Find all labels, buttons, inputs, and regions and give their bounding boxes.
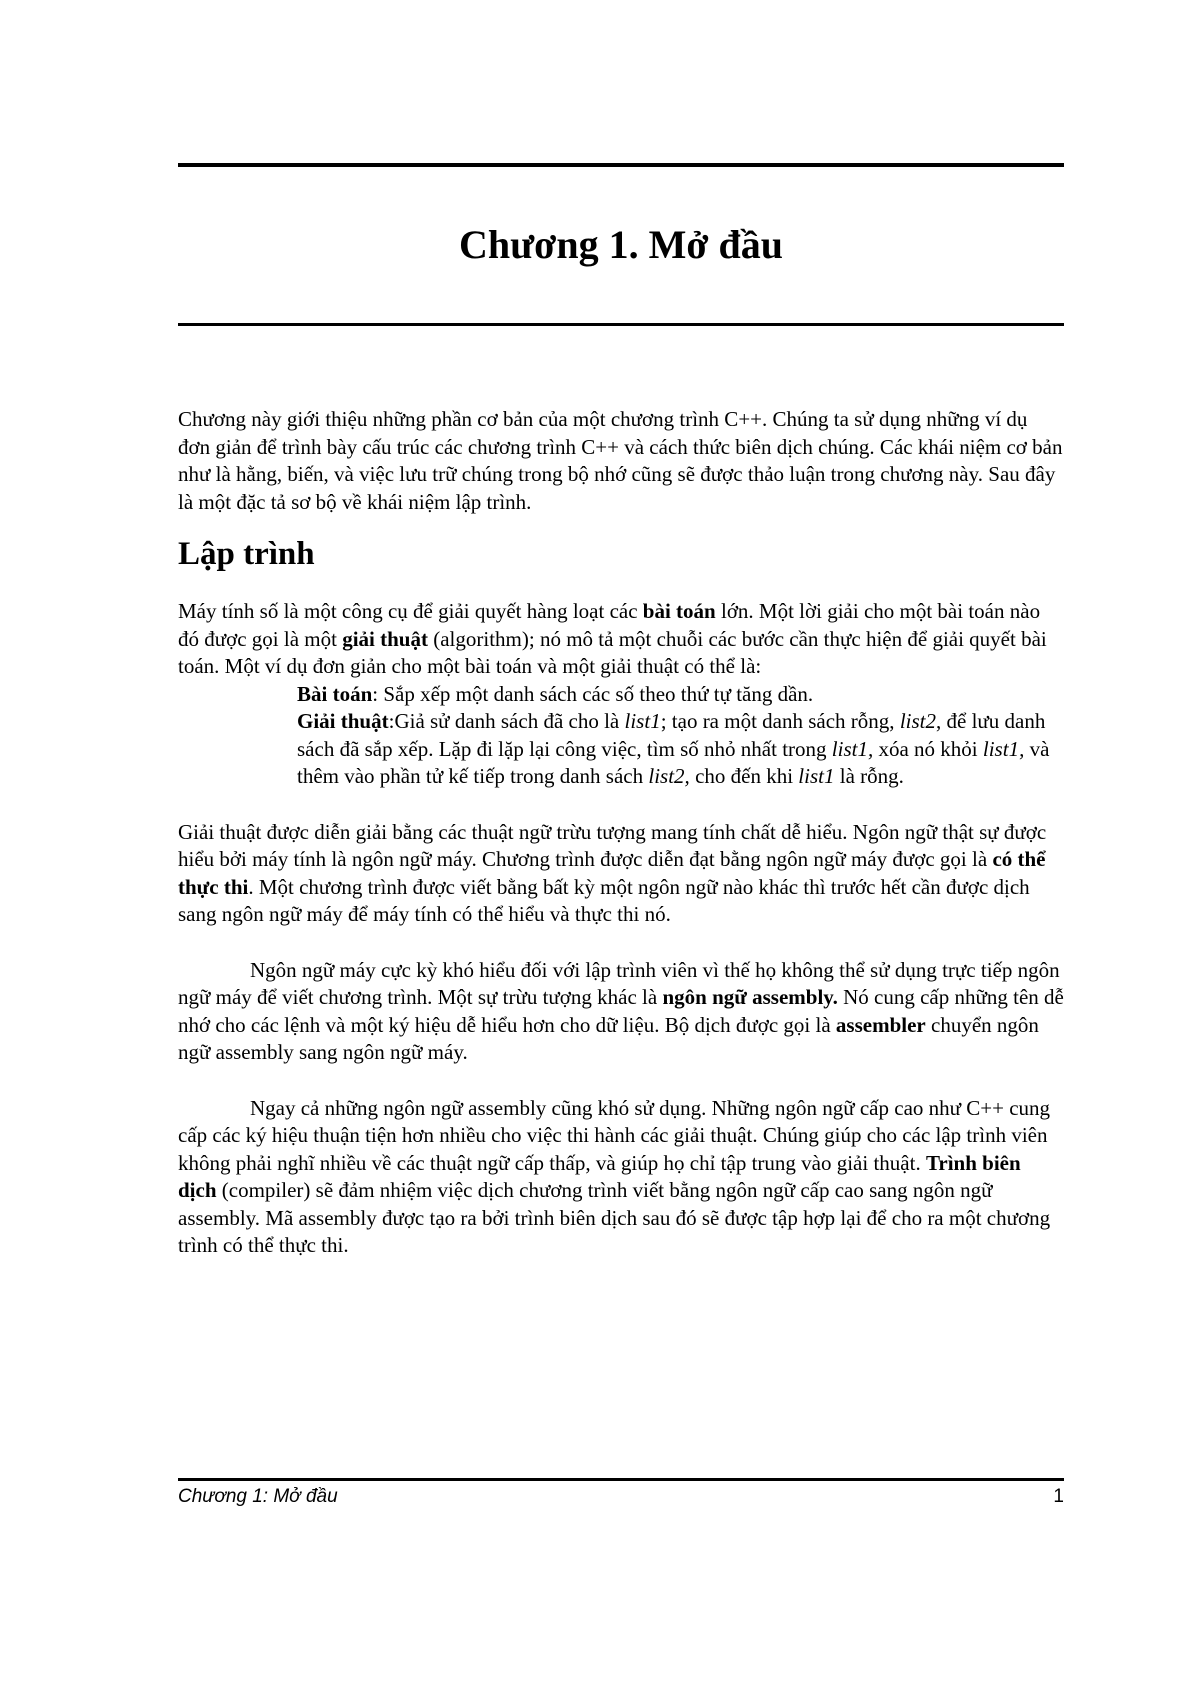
italic-term: list1, [982,736,1025,761]
text-run: Ngay cả những ngôn ngữ assembly cũng khó sử dụng. Những ngôn ngữ cấp cao như C++ cung cấp các ký hiệu thuận tiện hơn nhiều cho việc thi hành các giải thuật. Chúng giúp cho các lập trình viên không phải nghĩ nhiều về các thuật ngữ cấp thấp, và giúp họ chỉ tập trung vào giải thuật. [178,1095,1051,1175]
text-run: lớn. Một lời giải cho một bài toán nào đó được gọi là một [178,599,1041,651]
problem-label: Bài toán [297,681,373,706]
page-footer [178,1485,1064,1509]
paragraph-2 [178,819,1064,929]
page-number: 1 [1053,1486,1064,1507]
text-run: Giải thuật được diễn giải bằng các thuật ngữ trừu tượng mang tính chất dễ hiểu. Ngôn ngữ thật sự được hiểu bởi máy tính là ngôn ngữ máy. Chương trình được diễn đạt bằng ngôn ngữ máy được gọi là [178,819,1047,871]
bold-term: bài toán [642,599,716,623]
text-run: chuyển ngôn ngữ assembly sang ngôn ngữ máy. [178,1012,1039,1064]
text-run: xóa nó khỏi [873,736,983,761]
algorithm-statement [297,708,1064,791]
italic-term: list1 [798,764,835,788]
italic-term: list1 [624,709,661,733]
bold-term: giải thuật [342,626,428,651]
italic-term: list2 [899,709,936,733]
title-top-rule [178,163,1064,167]
footer-rule [178,1478,1064,1481]
italic-term: list2, [648,764,690,788]
text-run: (compiler) sẽ đảm nhiệm việc dịch chương trình viết bằng ngôn ngữ cấp cao sang ngôn ngữ assembly. Mã assembly được tạo ra bởi trình biên dịch sau đó sẽ được tập hợp lại để cho ra một chương trình có thể thực thi. [178,1178,1051,1257]
chapter-title: Chương 1. Mở đầu [459,222,783,267]
paragraph-3 [178,957,1064,1067]
paragraph-1 [178,598,1064,681]
text-run: cho đến khi [689,764,799,788]
text-run: Nó cung cấp những tên dễ nhớ cho các lệnh và một ký hiệu dễ hiểu hơn cho dữ liệu. Bộ dịch được gọi là [178,985,1064,1037]
text-run: : Sắp xếp một danh sách các số theo thứ tự tăng dần. [372,681,814,706]
algorithm-label: Giải thuật [297,709,389,733]
bold-term: ngôn ngữ assembly. [662,985,838,1009]
bold-term: Trình biên dịch [178,1150,1021,1202]
text-run: (algorithm); nó mô tả một chuỗi các bước cần thực hiện để giải quyết bài toán. Một ví dụ đơn giản cho một bài toán và một giải thuật có thể là: [178,626,1047,678]
text-run: ; tạo ra một danh sách rỗng, [660,709,900,733]
italic-term: list1, [831,736,874,761]
text-run: Máy tính số là một công cụ để giải quyết hàng loạt các [178,599,643,623]
text-run: :Giả sử danh sách đã cho là [388,709,625,733]
text-run: . Một chương trình được viết bằng bất kỳ một ngôn ngữ nào khác thì trước hết cần được dịch sang ngôn ngữ máy để máy tính có thể hiểu và thực thi nó. [178,874,1030,926]
footer-chapter-label: Chương 1: Mở đầu [178,1486,338,1507]
text-run: , để lưu danh sách đã sắp xếp. Lặp đi lặp lại công việc, tìm số nhỏ nhất trong [297,709,1046,761]
text-run: Ngôn ngữ máy cực kỳ khó hiểu đối với lập trình viên vì thế họ không thể sử dụng trực tiếp ngôn ngữ máy để viết chương trình. Một sự trừu tượng khác là [178,957,1060,1009]
text-run: và thêm vào phần tử kế tiếp trong danh sách [297,736,1050,788]
bold-term: có thể thực thi [178,847,1046,899]
title-bottom-rule [178,323,1064,326]
paragraph-4 [178,1095,1064,1260]
problem-statement [297,681,1064,709]
intro-paragraph: Chương này giới thiệu những phần cơ bản của một chương trình C++. Chúng ta sử dụng những ví dụ đơn giản để trình bày cấu trúc các chương trình C++ và cách thức biên dịch chúng. Các khái niệm cơ bản như là hằng, biến, và việc lưu trữ chúng trong bộ nhớ cũng sẽ được thảo luận trong chương này. Sau đây là một đặc tả sơ bộ về khái niệm lập trình. [178,407,1063,514]
section-heading: Lập trình [178,536,315,572]
text-run: là rỗng. [834,764,904,788]
bold-term: assembler [835,1012,926,1037]
page-content [178,406,1064,1260]
